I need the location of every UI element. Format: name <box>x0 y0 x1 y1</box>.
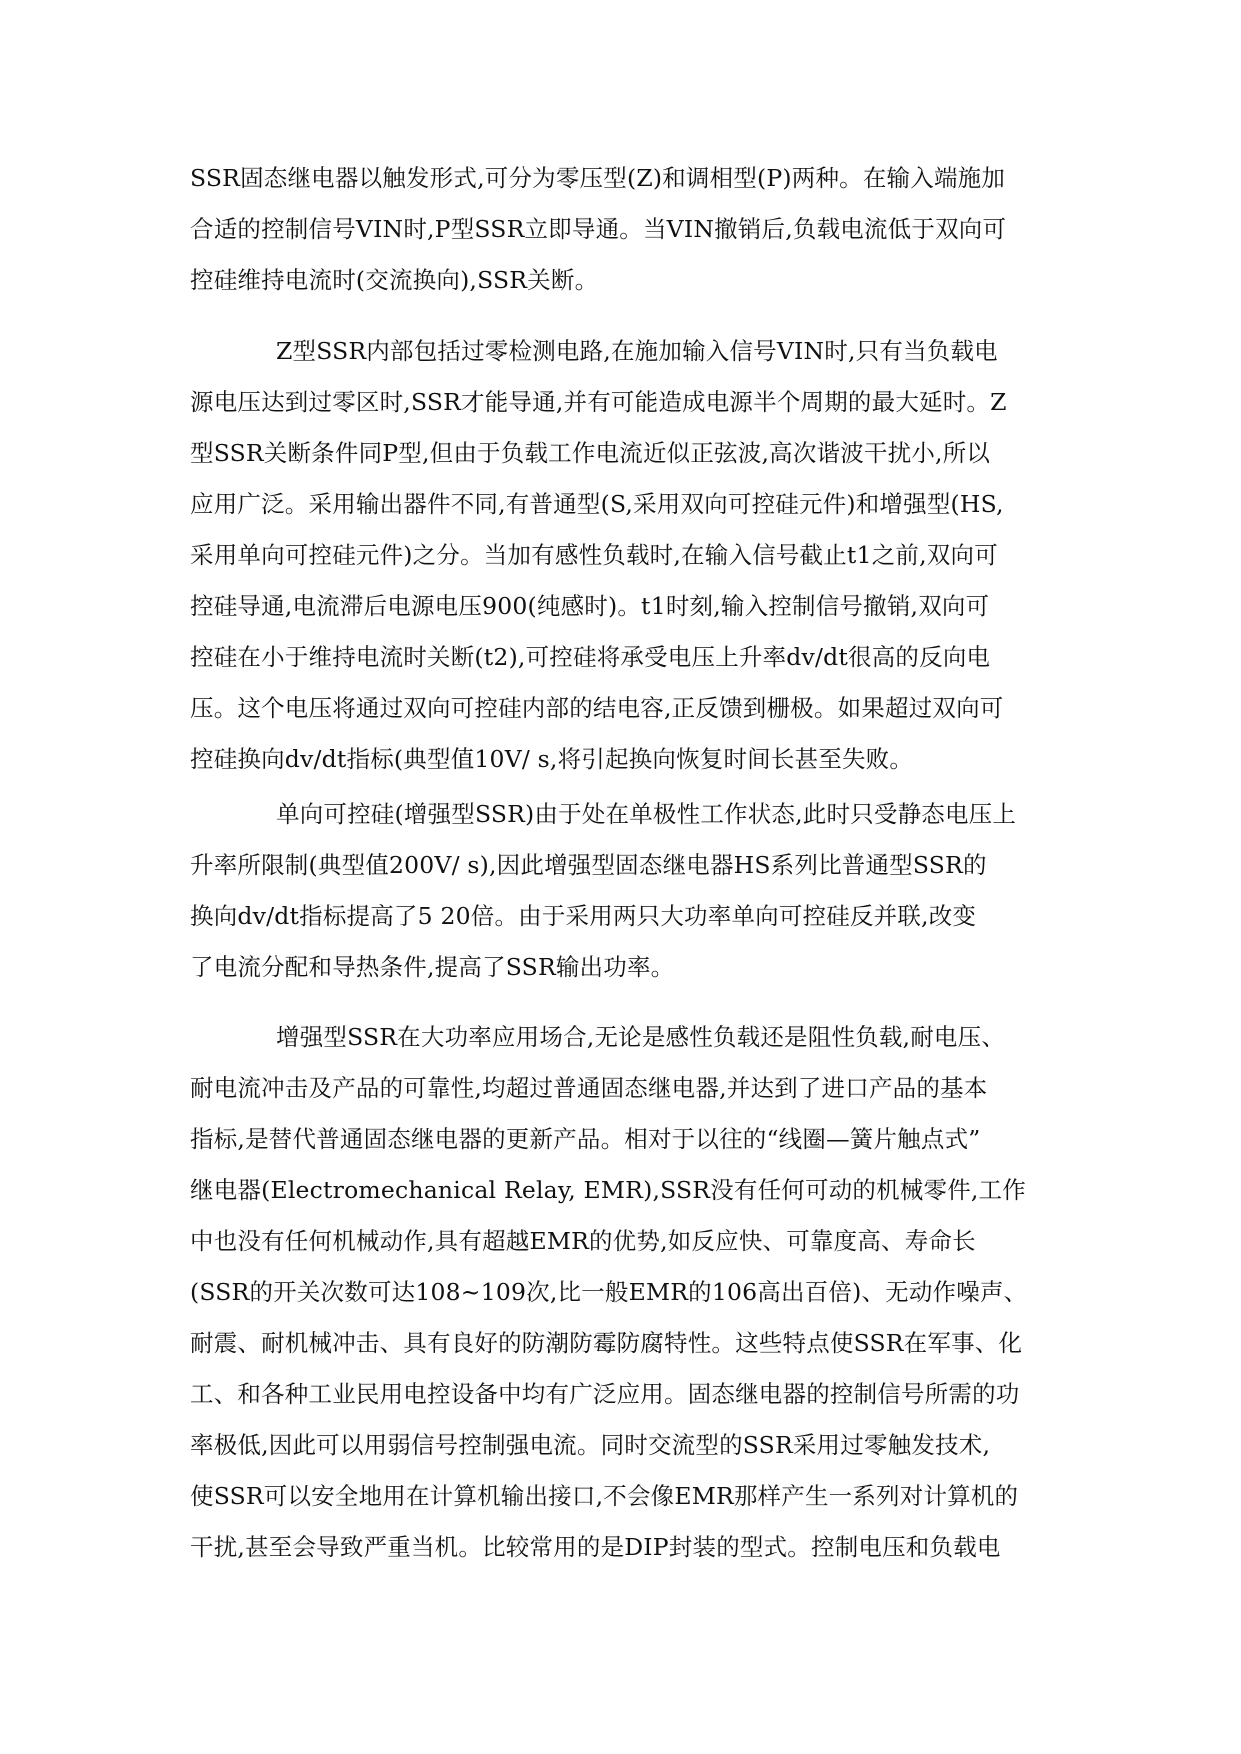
paragraph-enhanced-ssr <box>190 1012 1050 1573</box>
text-line: SSR固态继电器以触发形式,可分为零压型(Z)和调相型(P)两种。在输入端施加 <box>190 164 1006 192</box>
text-line: 控硅维持电流时(交流换向),SSR关断。 <box>190 266 599 294</box>
text-line: 采用单向可控硅元件)之分。当加有感性负载时,在输入信号截止t1之前,双向可 <box>190 541 998 569</box>
text-line: 型SSR关断条件同P型,但由于负载工作电流近似正弦波,高次谐波干扰小,所以 <box>190 439 991 467</box>
text-line: 继电器(Electromechanical Relay, EMR),SSR没有任何可动的机械零件,工作 <box>190 1176 1026 1204</box>
text-line: 耐震、耐机械冲击、具有良好的防潮防霉防腐特性。这些特点使SSR在军事、化 <box>190 1329 1023 1357</box>
text-line: 率极低,因此可以用弱信号控制强电流。同时交流型的SSR采用过零触发技术, <box>190 1431 991 1459</box>
text-line: 应用广泛。采用输出器件不同,有普通型(S,采用双向可控硅元件)和增强型(HS, <box>190 490 1004 518</box>
text-line: 干扰,甚至会导致严重当机。比较常用的是DIP封装的型式。控制电压和负载电 <box>190 1533 1001 1561</box>
text-line: 控硅在小于维持电流时关断(t2),可控硅将承受电压上升率dv/dt很高的反向电 <box>190 643 991 671</box>
text-line: 控硅导通,电流滞后电源电压900(纯感时)。t1时刻,输入控制信号撤销,双向可 <box>190 592 990 620</box>
text-line: (SSR的开关次数可达108~109次,比一般EMR的106高出百倍)、无动作噪声、 <box>190 1278 1028 1306</box>
text-line: 换向dv/dt指标提高了5 20倍。由于采用两只大功率单向可控硅反并联,改变 <box>190 902 977 930</box>
text-line: 指标,是替代普通固态继电器的更新产品。相对于以往的“线圈—簧片触点式” <box>190 1125 981 1153</box>
text-line: 合适的控制信号VIN时,P型SSR立即导通。当VIN撤销后,负载电流低于双向可 <box>190 215 1007 243</box>
text-line: 增强型SSR在大功率应用场合,无论是感性负载还是阻性负载,耐电压、 <box>276 1023 1006 1051</box>
text-line: Z型SSR内部包括过零检测电路,在施加输入信号VIN时,只有当负载电 <box>276 337 998 365</box>
paragraph-z-type-ssr <box>190 326 1050 785</box>
paragraph-unidirectional-scr <box>190 789 1050 993</box>
text-line: 源电压达到过零区时,SSR才能导通,并有可能造成电源半个周期的最大延时。Z <box>190 388 1007 416</box>
text-line: 压。这个电压将通过双向可控硅内部的结电容,正反馈到栅极。如果超过双向可 <box>190 694 1004 722</box>
paragraph-trigger-types <box>190 153 1050 306</box>
text-line: 升率所限制(典型值200V/ s),因此增强型固态继电器HS系列比普通型SSR的 <box>190 851 987 879</box>
text-line: 使SSR可以安全地用在计算机输出接口,不会像EMR那样产生一系列对计算机的 <box>190 1482 1019 1510</box>
text-line: 控硅换向dv/dt指标(典型值10V/ s,将引起换向恢复时间长甚至失败。 <box>190 745 914 773</box>
text-line: 工、和各种工业民用电控设备中均有广泛应用。固态继电器的控制信号所需的功 <box>190 1380 1020 1408</box>
text-line: 了电流分配和导热条件,提高了SSR输出功率。 <box>190 953 675 981</box>
text-line: 耐电流冲击及产品的可靠性,均超过普通固态继电器,并达到了进口产品的基本 <box>190 1074 988 1102</box>
text-line: 中也没有任何机械动作,具有超越EMR的优势,如反应快、可靠度高、寿命长 <box>190 1227 976 1255</box>
text-line: 单向可控硅(增强型SSR)由于处在单极性工作状态,此时只受静态电压上 <box>276 800 1017 828</box>
